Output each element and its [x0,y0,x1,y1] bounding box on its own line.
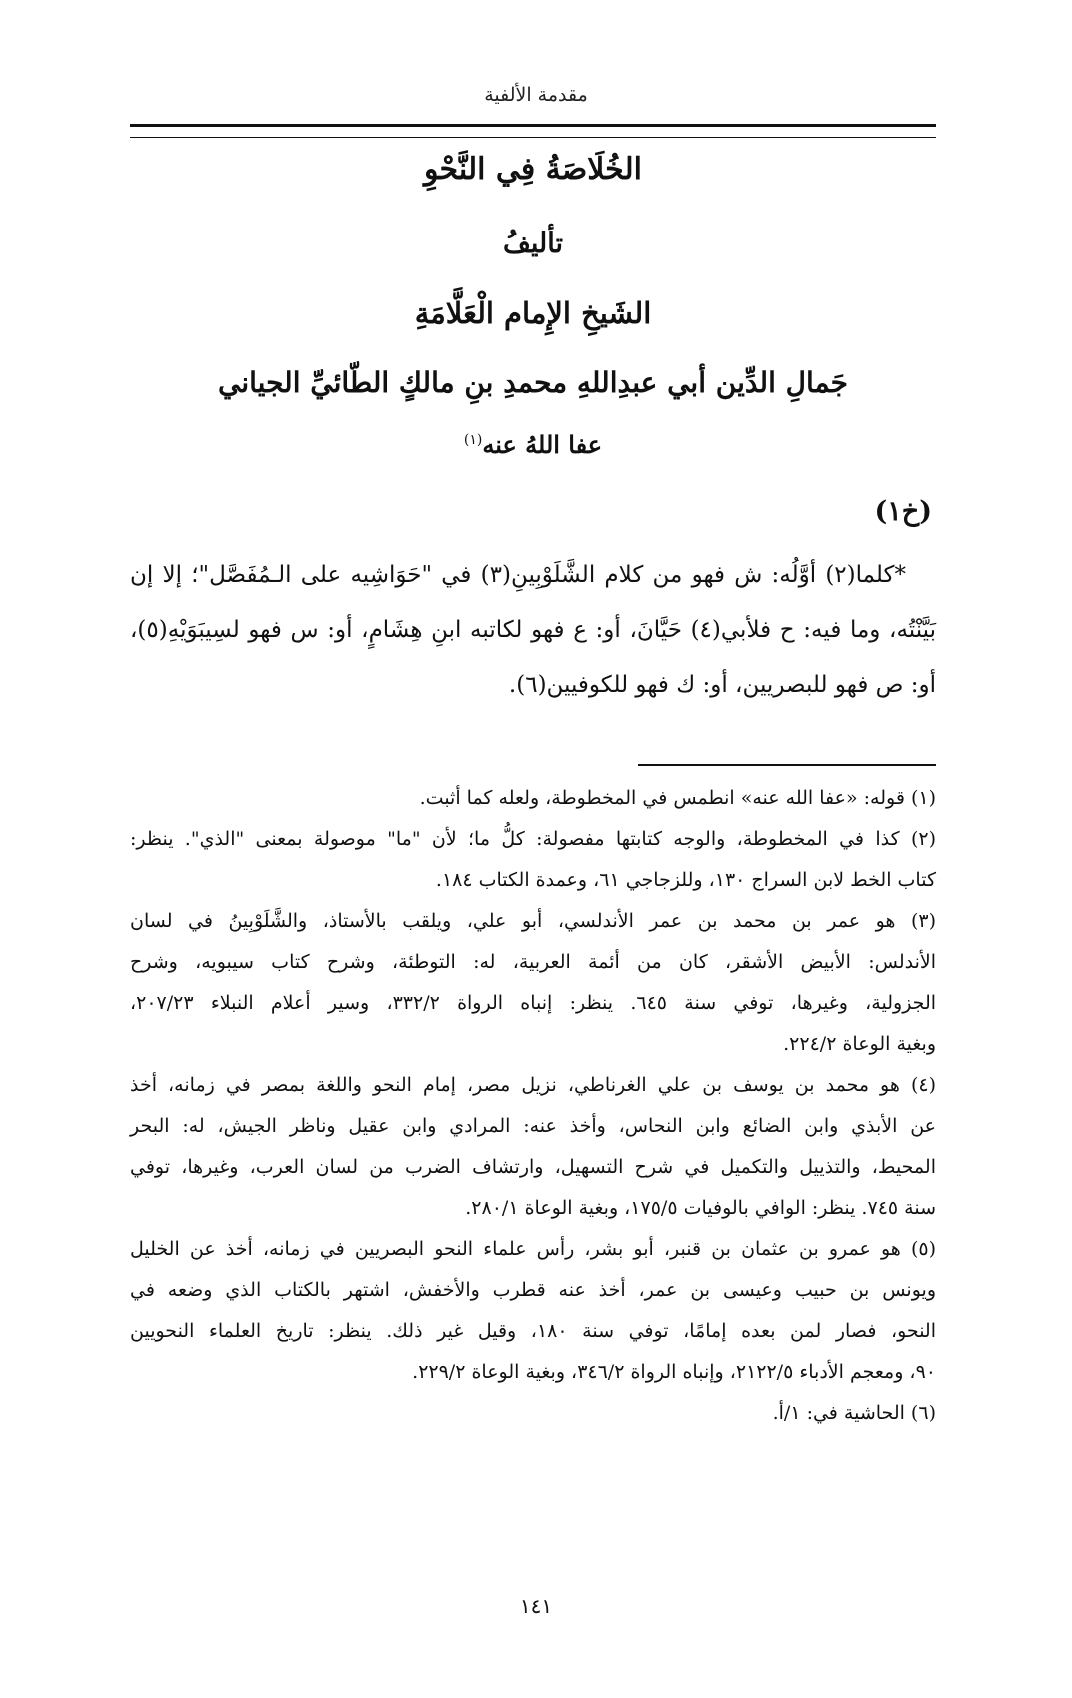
body-paragraph [130,548,936,713]
body-line: لسِيبَوَيْهِ(٥)، أو: ص فهو للبصريين، أو: ك فهو للكوفيين(٦). [130,617,936,698]
footnote-line: (٣) هو عمر بن محمد بن عمر الأندلسي، أبو علي، ويلقب بالأستاذ، والشَّلَوْبِينُ في لسان [130,910,936,932]
footnote-4 [130,1065,936,1229]
header-rule-thick [130,124,936,127]
body-line: *كلما(٢) أوَّلُه: ش فهو من كلام الشَّلَوْبِينِ(٣) في "حَوَاشِيه على الـمُفَصَّل"؛ إلا إن [130,562,906,588]
manuscript-section-marker: (خ١) [874,496,932,527]
work-title: الخُلَاصَةُ فِي النَّحْوِ [424,152,642,187]
footnote-line: وبغية الوعاة ٢٢٤/٢. [783,1033,936,1055]
author-blessing-text: عفا اللهُ عنه [482,430,603,459]
header-rule-thin [130,137,936,138]
footnote-3 [130,901,936,1065]
author-honorific: الشَيخِ الإِمام الْعَلَّامَةِ [414,296,652,330]
footnote-line: سنة ٧٤٥. ينظر: الوافي بالوفيات ١٧٥/٥، وبغية الوعاة ٢٨٠/١. [465,1197,936,1219]
footnote-line: ويونس بن حبيب وعيسى بن عمر، أخذ عنه قطرب والأخفش، اشتهر بالكتاب الذي وضعه في [130,1279,936,1301]
body-line: بَيَّنْتُه، وما فيه: ح فلأبي(٤) حَيَّانَ، أو: ع فهو لكاتبه ابنِ هِشَامٍ، أو: س فهو [248,617,937,643]
authorship-label: تأليفُ [502,228,564,259]
footnotes [130,778,936,1434]
footnote-line: ٩٠، ومعجم الأدباء ٢١٢٢/٥، وإنباه الرواة ٣٤٦/٢، وبغية الوعاة ٢٢٩/٢. [412,1361,936,1383]
page-number: ١٤١ [519,1594,553,1618]
footnote-line: (٥) هو عمرو بن عثمان بن قنبر، أبو بشر، رأس علماء النحو البصريين في زمانه، أخذ عن الخليل [130,1238,936,1260]
author-name: جَمالِ الدِّين أبي عبدِاللهِ محمدِ بنِ مالكٍ الطّائيِّ الجياني [218,366,848,399]
footnote-separator [638,764,936,766]
footnote-line: النحو، فصار لمن بعده إمامًا، توفي سنة ١٨٠، وقيل غير ذلك. ينظر: تاريخ العلماء النحويين [130,1320,936,1342]
footnote-line: المحيط، والتذييل والتكميل في شرح التسهيل، وارتشاف الضرب من لسان العرب، وغيرها، توفي [130,1156,936,1178]
footnote-line: (٤) هو محمد بن يوسف بن علي الغرناطي، نزيل مصر، إمام النحو واللغة بمصر في زمانه، أخذ [130,1074,936,1096]
footnote-line: (١) قوله: «عفا الله عنه» انطمس في المخطوطة، ولعله كما أثبت. [419,787,936,809]
footnote-line: كتاب الخط لابن السراج ١٣٠، وللزجاجي ٦١، وعمدة الكتاب ١٨٤. [435,869,936,891]
footnote-line: عن الأبذي وابن الضائع وابن النحاس، وأخذ عنه: المرادي وابن عقيل وناظر الجيش، له: البحر [130,1115,936,1137]
footnote-line: الجزولية، وغيرها، توفي سنة ٦٤٥. ينظر: إنباه الرواة ٣٣٢/٢، وسير أعلام النبلاء ٢٠٧/٢٣، [130,992,937,1014]
footnote-6 [130,1393,936,1434]
footnote-ref: (١) [463,432,483,448]
author-blessing [130,430,936,459]
footnote-line: الأندلس: الأبيض الأشقر، كان من أئمة العربية، له: التوطئة، وشرح كتاب سيبويه، وشرح [130,951,936,973]
footnote-5 [130,1229,936,1393]
footnote-2 [130,819,936,901]
running-head: مقدمة الألفية [484,84,588,106]
footnote-line: (٢) كذا في المخطوطة، والوجه كتابتها مفصولة: كلُّ ما؛ لأن "ما" موصولة بمعنى "الذي". ينظر: [130,828,936,850]
footnote-1 [130,778,936,819]
footnote-line: (٦) الحاشية في: ١/أ. [772,1402,936,1424]
